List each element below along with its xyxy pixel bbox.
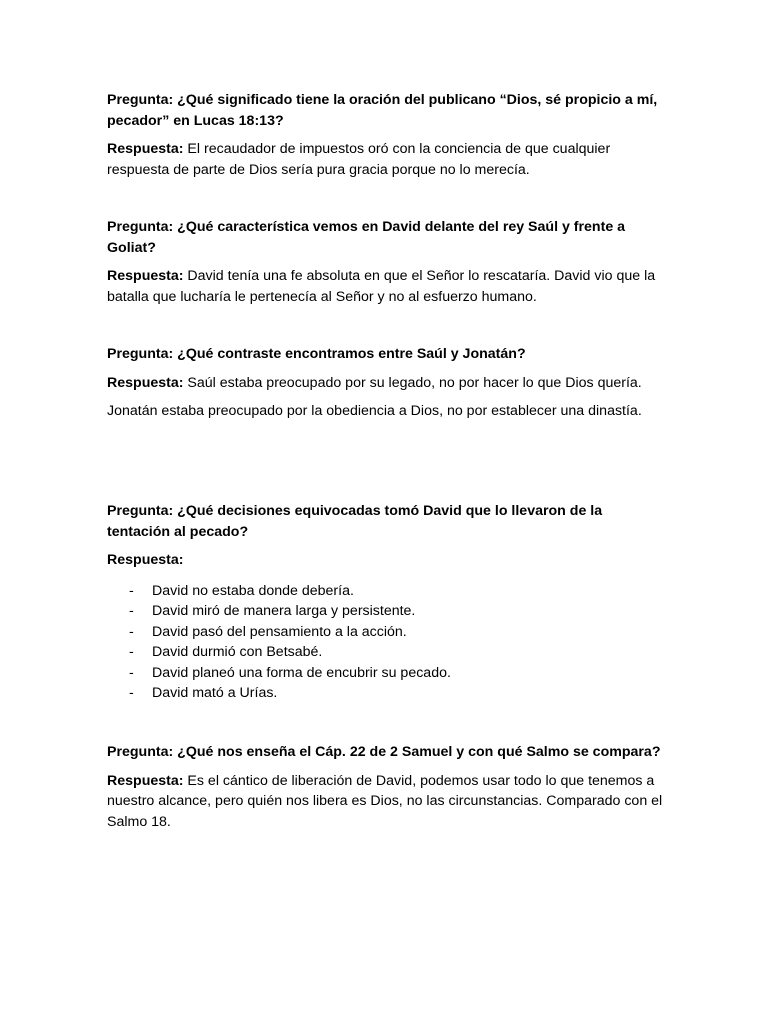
- answer-label: Respuesta:: [107, 141, 184, 157]
- question-text: Pregunta: ¿Qué decisiones equivocadas tomó David que lo llevaron de la tentación al pecado?: [107, 503, 603, 540]
- answer-paragraph: [107, 550, 667, 571]
- list-dash: -: [129, 623, 134, 640]
- answer-text: Saúl estaba preocupado por su legado, no por hacer lo que Dios quería.: [183, 374, 642, 391]
- list-item-text: David pasó del pensamiento a la acción.: [152, 623, 407, 640]
- qa-block: [107, 217, 667, 307]
- answer-text: David tenía una fe absoluta en que el Señor lo rescataría. David vio que la batalla que lucharía le pertenecía al Señor y no al esfuerzo humano.: [107, 268, 656, 305]
- list-dash: -: [129, 664, 134, 681]
- qa-block: [107, 90, 667, 180]
- answer-paragraph: [107, 139, 667, 180]
- qa-block: [107, 344, 667, 422]
- answer-extra-paragraph: Jonatán estaba preocupado por la obediencia a Dios, no por establecer una dinastía.: [107, 403, 642, 419]
- list-dash: -: [129, 582, 134, 599]
- list-dash: -: [129, 603, 134, 619]
- answer-list: [107, 581, 667, 704]
- list-dash: -: [129, 685, 134, 701]
- list-item: [107, 622, 667, 643]
- answer-text: El recaudador de impuestos oró con la conciencia de que cualquier respuesta de parte de Dios sería pura gracia porque no lo merecía.: [107, 141, 611, 178]
- answer-label: Respuesta:: [107, 552, 184, 568]
- question-text: Pregunta: ¿Qué nos enseña el Cáp. 22 de 2 Samuel y con qué Salmo se compara?: [107, 744, 661, 760]
- list-item-text: David planeó una forma de encubrir su pecado.: [152, 664, 451, 681]
- answer-label: Respuesta:: [107, 772, 184, 789]
- answer-paragraph: [107, 266, 667, 307]
- question-text: Pregunta: ¿Qué significado tiene la oración del publicano “Dios, sé propicio a mí, pecador” en Lucas 18:13?: [107, 92, 658, 129]
- question-text: Pregunta: ¿Qué característica vemos en David delante del rey Saúl y frente a Goliat?: [107, 219, 626, 256]
- qa-block: [107, 501, 667, 704]
- answer-label: Respuesta:: [107, 374, 184, 391]
- list-item: [107, 642, 667, 663]
- list-item: [107, 581, 667, 602]
- question-text: Pregunta: ¿Qué contraste encontramos entre Saúl y Jonatán?: [107, 346, 526, 362]
- list-item-text: David no estaba donde debería.: [152, 582, 354, 599]
- answer-text: Es el cántico de liberación de David, podemos usar todo lo que tenemos a nuestro alcance, pero quién nos libera es Dios, no las circunstancias. Comparado con el Salmo 18.: [107, 772, 663, 830]
- list-dash: -: [129, 644, 134, 660]
- list-item: [107, 683, 667, 704]
- list-item-text: David miró de manera larga y persistente.: [152, 603, 416, 619]
- list-item-text: David mató a Urías.: [152, 685, 278, 701]
- list-item-text: David durmió con Betsabé.: [152, 644, 323, 660]
- list-item: [107, 601, 667, 622]
- answer-label: Respuesta:: [107, 268, 184, 284]
- qa-block: [107, 742, 667, 832]
- list-item: [107, 663, 667, 684]
- answer-paragraph: [107, 373, 667, 394]
- answer-paragraph: [107, 771, 667, 833]
